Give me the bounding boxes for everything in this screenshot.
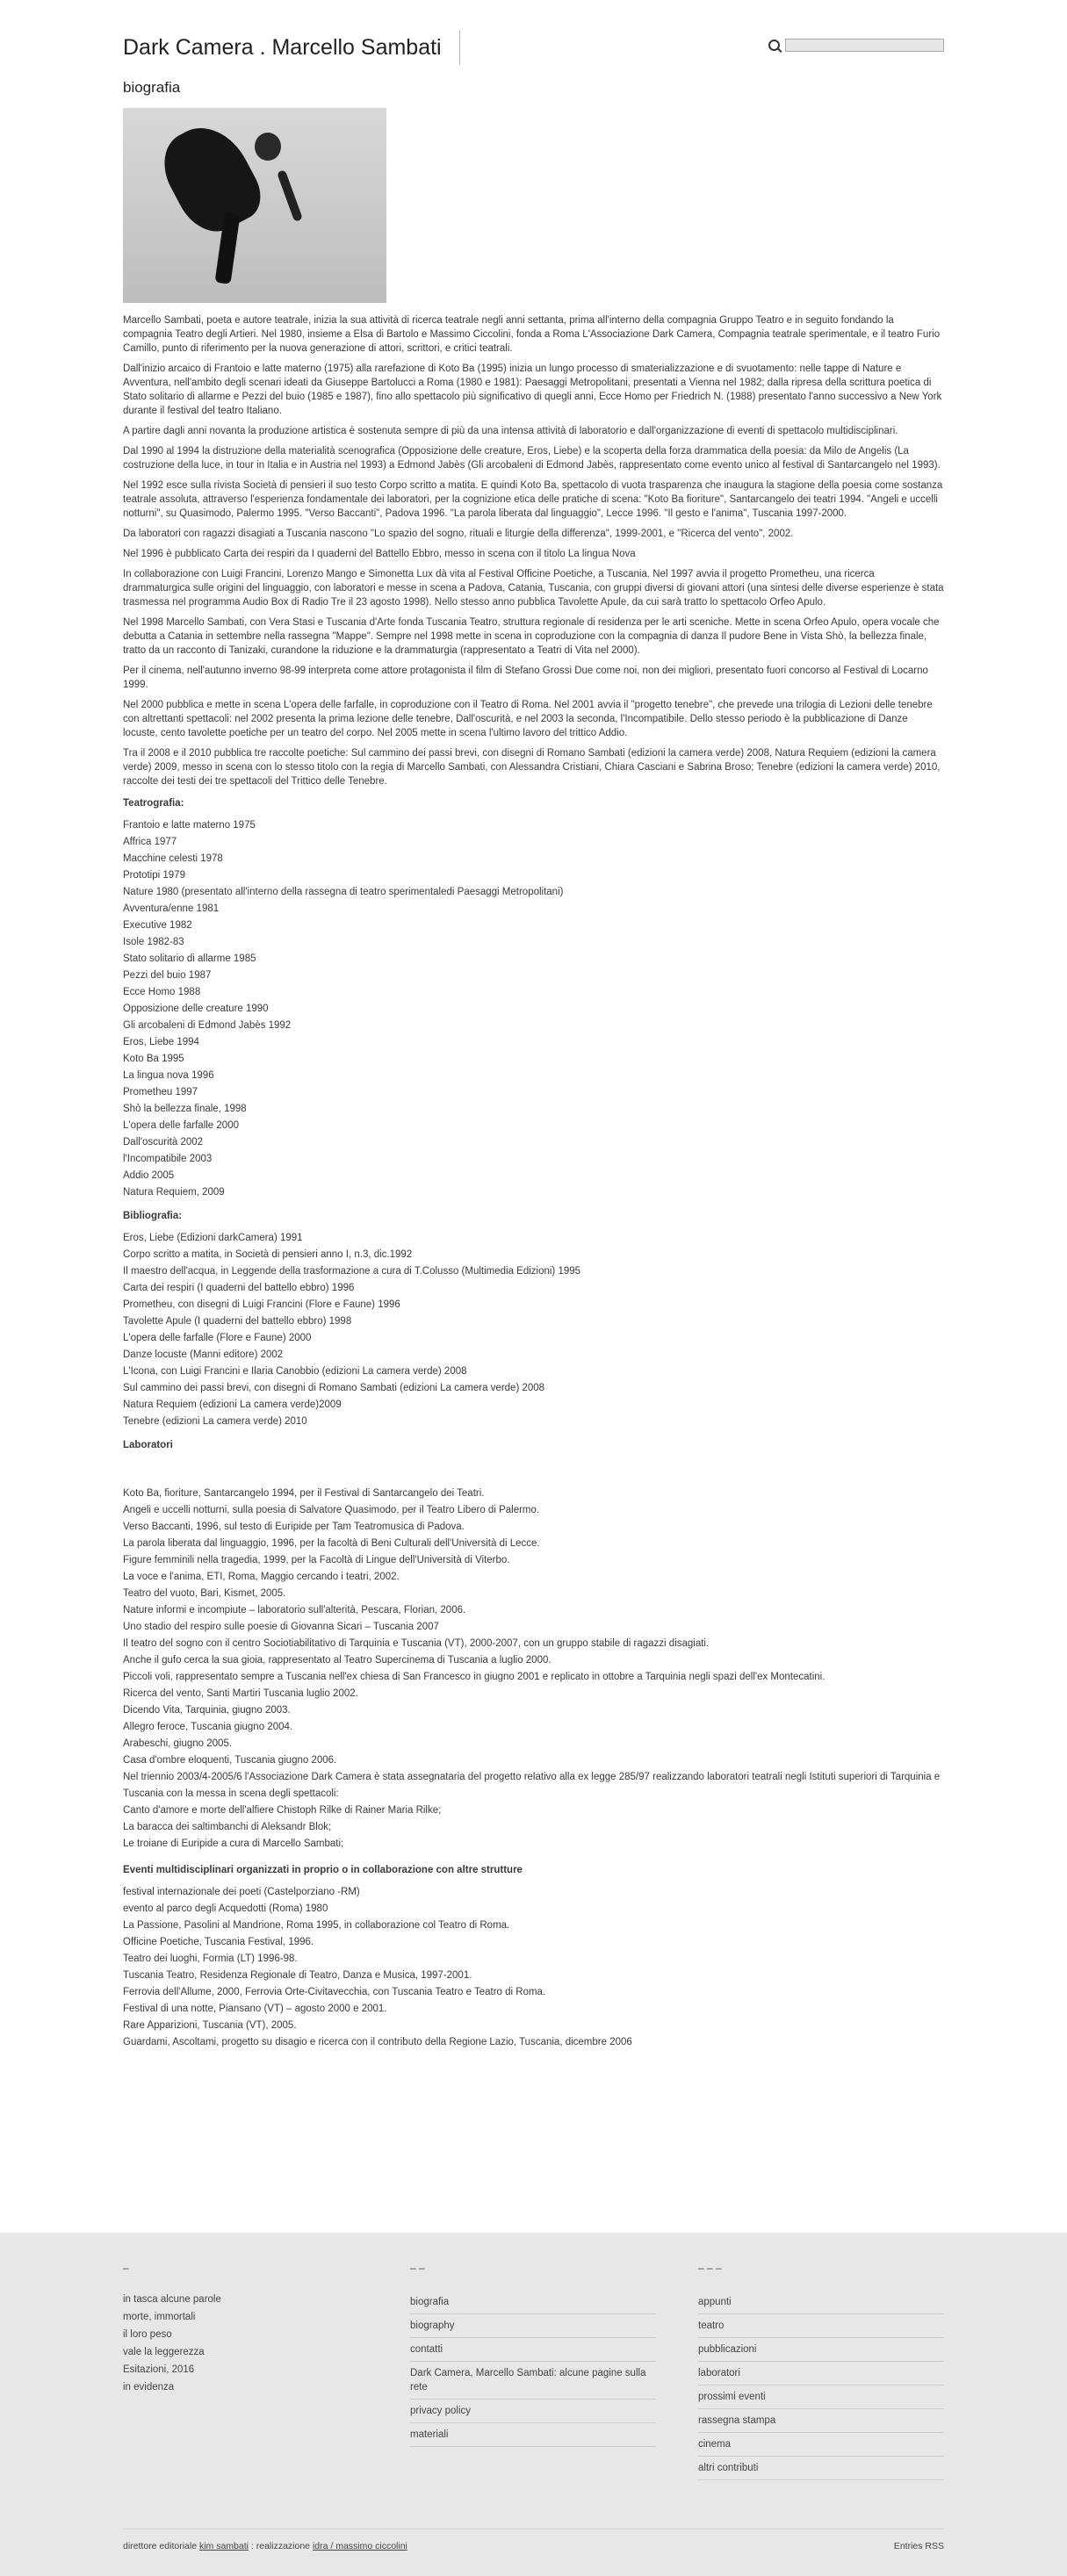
bio-paragraph: Dall'inizio arcaico di Frantoio e latte materno (1975) alla rarefazione di Koto Ba (1995) inizia un lungo processo di smaterializzazione e di svuotamento: nelle tappe di Nature e Avventura, nell'ambito degli scenari ideati da Giuseppe Bartolucci a Roma (1980 e 1981): Paesaggi Metropolitani, presentati a Vienna nel 1982; dalla ripresa della scrittura poetica di Stato solitario di allarme e Pezzi del buio (1985 e 1987), fino allo spettacolo più significativo di quegli anni, Ecce Homo per Friedrich N. (1988) presentato l'anno successivo a New York durante il festival del teatro Italiano. [123, 363, 942, 416]
footer-link[interactable]: il loro peso [123, 2329, 172, 2340]
teatrografia-item: Gli arcobaleni di Edmond Jabès 1992 [123, 1020, 292, 1031]
laboratori-item: Le troiane di Euripide a cura di Marcello Sambati; [123, 1838, 344, 1849]
footer-link[interactable]: appunti [698, 2291, 944, 2314]
bibliografia-item: Danze locuste (Manni editore) 2002 [123, 1349, 284, 1360]
evento-item: Officine Poetiche, Tuscania Festival, 1996. [123, 1937, 314, 1947]
laboratori-list [123, 1486, 944, 1853]
teatrografia-item: Isole 1982-83 [123, 937, 184, 947]
footer-link[interactable]: morte, immortali [123, 2312, 196, 2322]
teatrografia-item: Avventura/enne 1981 [123, 903, 220, 914]
laboratori-item: Canto d'amore e morte dell'alfiere Chistoph Rilke di Rainer Maria Rilke; [123, 1805, 442, 1816]
laboratori-item: Angeli e uccelli notturni, sulla poesia di Salvatore Quasimodo, per il Teatro Libero di Palermo. [123, 1505, 540, 1515]
footer-link[interactable]: altri contributi [698, 2457, 944, 2480]
footer-link[interactable]: teatro [698, 2314, 944, 2338]
bibliografia-item: Natura Requiem (edizioni La camera verde)2009 [123, 1400, 342, 1410]
bibliografia-item: Corpo scritto a matita, in Società di pensieri anno I, n.3, dic.1992 [123, 1249, 413, 1260]
footer-link[interactable]: vale la leggerezza [123, 2347, 205, 2357]
teatrografia-item: Executive 1982 [123, 920, 192, 931]
search-icon[interactable] [768, 40, 780, 51]
evento-item: Rare Apparizioni, Tuscania (VT), 2005. [123, 2020, 297, 2031]
footer-column-2 [410, 2261, 656, 2447]
footer-link[interactable]: Dark Camera, Marcello Sambati: alcune pagine sulla rete [410, 2362, 656, 2400]
bio-paragraph: Nel 1996 è pubblicato Carta dei respiri da I quaderni del Battello Ebbro, messo in scena con il titolo La lingua Nova [123, 549, 636, 559]
eventi-list [123, 1884, 944, 2051]
page-title: biografia [123, 79, 181, 96]
laboratori-item: Figure femminili nella tragedia, 1999, per la Facoltà di Lingue dell'Università di Viterbo. [123, 1555, 510, 1565]
laboratori-item: La baracca dei saltimbanchi di Aleksandr Blok; [123, 1822, 332, 1832]
footer-column-1 [123, 2261, 369, 2396]
search-box [768, 39, 944, 52]
laboratori-item: Koto Ba, fioriture, Santarcangelo 1994, per il Festival di Santarcangelo dei Teatri. [123, 1488, 485, 1499]
teatrografia-item: Stato solitario di allarme 1985 [123, 953, 256, 964]
laboratori-item: Ricerca del vento, Santi Martiri Tuscania luglio 2002. [123, 1688, 358, 1699]
search-input[interactable] [785, 39, 944, 52]
footer-column-heading: – [123, 2262, 129, 2274]
footer-link[interactable]: cinema [698, 2433, 944, 2457]
footer-column-heading: – – – [698, 2262, 722, 2274]
footer-link[interactable]: contatti [410, 2338, 656, 2362]
laboratori-item: La voce e l'anima, ETI, Roma, Maggio cercando i teatri, 2002. [123, 1572, 400, 1582]
teatrografia-item: Frantoio e latte materno 1975 [123, 820, 256, 831]
laboratori-item: Nel triennio 2003/4-2005/6 l'Associazione Dark Camera è stata assegnataria del progetto relativo alla ex legge 285/97 realizzando laboratori teatrali negli Istituti superiori di Tarquinia e Tuscania con la messa in scena degli spettacoli: [123, 1772, 941, 1799]
bibliografia-item: Prometheu, con disegni di Luigi Francini (Flore e Faune) 1996 [123, 1299, 400, 1310]
laboratori-item: Casa d'ombre eloquenti, Tuscania giugno 2006. [123, 1755, 337, 1766]
evento-item: evento al parco degli Acquedotti (Roma) 1980 [123, 1903, 328, 1914]
bibliografia-item: Sul cammino dei passi brevi, con disegni di Romano Sambati (edizioni La camera verde) 2008 [123, 1383, 545, 1393]
teatrografia-heading: Teatrografia: [123, 798, 184, 809]
biography-text [123, 313, 944, 788]
evento-item: Teatro dei luoghi, Formia (LT) 1996-98. [123, 1954, 298, 1964]
footer-link[interactable]: rassegna stampa [698, 2409, 944, 2433]
evento-item: Festival di una notte, Piansano (VT) – agosto 2000 e 2001. [123, 2004, 387, 2014]
bibliografia-item: Tenebre (edizioni La camera verde) 2010 [123, 1416, 307, 1427]
laboratori-item: Dicendo Vita, Tarquinia, giugno 2003. [123, 1705, 291, 1716]
teatrografia-item: Dall'oscurità 2002 [123, 1137, 204, 1148]
teatrografia-item: Nature 1980 (presentato all'interno della rassegna di teatro sperimentaledi Paesaggi Metropolitani) [123, 887, 564, 897]
laboratori-item: Nature informi e incompiute – laboratorio sull'alterità, Pescara, Florian, 2006. [123, 1605, 466, 1615]
bio-paragraph: Per il cinema, nell'autunno inverno 98-99 interpreta come attore protagonista il film di Stefano Grossi Due come noi, non dei migliori, presentato fuori concorso al Festival di Locarno 1999. [123, 666, 928, 690]
site-title[interactable]: Dark Camera . Marcello Sambati [123, 30, 460, 65]
laboratori-item: Piccoli voli, rappresentato sempre a Tuscania nell'ex chiesa di San Francesco in giugno 2001 e replicato in ottobre a Tarquinia negli spazi dell'ex Montecatini. [123, 1672, 825, 1682]
teatrografia-item: Ecce Homo 1988 [123, 987, 201, 997]
laboratori-item: Anche il gufo cerca la sua gioia, rappresentato al Teatro Supercinema di Tuscania a luglio 2000. [123, 1655, 552, 1666]
bio-paragraph: Nel 1992 esce sulla rivista Società di pensieri il suo testo Corpo scritto a matita. E quindi Koto Ba, spettacolo di vuota trasparenza che inaugura la stagione della poesia come sostanza teatrale assoluta, attraverso l'esperienza fondamentale dei laboratori, per la cognizione etica delle pratiche di scena: "Koto Ba fioriture", Santarcangelo dei teatri 1994. "Angeli e uccelli notturni", su Quasimodo, Palermo 1995. "Verso Baccanti", Padova 1996. "La parola liberata dal linguaggio", Lecce 1996. "Il gesto e l'anima", Tuscania 1997-2000. [123, 480, 943, 519]
bibliografia-item: L'Icona, con Luigi Francini e Ilaria Canobbio (edizioni La camera verde) 2008 [123, 1366, 467, 1377]
laboratori-item: Il teatro del sogno con il centro Sociotiabilitativo di Tarquinia e Tuscania (VT), 2000-2007, con un gruppo stabile di ragazzi disagiati. [123, 1638, 710, 1649]
teatrografia-item: Eros, Liebe 1994 [123, 1037, 199, 1047]
bio-paragraph: A partire dagli anni novanta la produzione artistica è sostenuta sempre di più da una intensa attività di laboratorio e dall'organizzazione di eventi di spettacolo multidisciplinari. [123, 426, 898, 436]
footer-link[interactable]: in evidenza [123, 2382, 175, 2393]
eventi-heading: Eventi multidisciplinari organizzati in proprio o in collaborazione con altre strutture [123, 1865, 523, 1875]
teatrografia-item: Macchine celesti 1978 [123, 853, 223, 864]
footer-link[interactable]: prossimi eventi [698, 2385, 944, 2409]
bio-paragraph: Da laboratori con ragazzi disagiati a Tuscania nascono "Lo spazio del sogno, rituali e liturgie della differenza", 1999-2001, e "Ricerca del vento", 2002. [123, 529, 794, 539]
evento-item: Tuscania Teatro, Residenza Regionale di Teatro, Danza e Musica, 1997-2001. [123, 1970, 472, 1981]
laboratori-item: Uno stadio del respiro sulle poesie di Giovanna Sicari – Tuscania 2007 [123, 1622, 439, 1632]
teatrografia-item: Affrica 1977 [123, 837, 177, 847]
page-content [123, 313, 944, 2051]
teatrografia-item: Addio 2005 [123, 1170, 175, 1181]
editor-link[interactable]: kim sambati [198, 2541, 249, 2551]
teatrografia-item: Opposizione delle creature 1990 [123, 1004, 269, 1014]
footer-link[interactable]: Esitazioni, 2016 [123, 2364, 195, 2375]
portrait-photo [123, 108, 386, 303]
laboratori-item: Verso Baccanti, 1996, sul testo di Euripide per Tam Teatromusica di Padova. [123, 1522, 465, 1532]
laboratori-item: La parola liberata dal linguaggio, 1996, per la facoltà di Beni Culturali dell'Università di Lecce. [123, 1538, 540, 1549]
bio-paragraph: Marcello Sambati, poeta e autore teatrale, inizia la sua attività di ricerca teatrale negli anni settanta, prima all'interno della compagnia Gruppo Teatro e in seguito fondando la compagnia Teatro degli Artieri. Nel 1980, insieme a Elsa di Bartolo e Massimo Ciccolini, fonda a Roma L'Associazione Dark Camera, Compagnia teatrale sperimentale, e il teatro Furio Camillo, punto di riferimento per la nuova generazione di attori, scrittori, e critici teatrali. [123, 315, 941, 354]
bibliografia-item: Il maestro dell'acqua, in Leggende della trasformazione a cura di T.Colusso (Multimedia Edizioni) 1995 [123, 1266, 581, 1277]
teatrografia-item: Prototipi 1979 [123, 870, 185, 881]
maker-link[interactable]: idra / massimo ciccolini [312, 2541, 407, 2551]
teatrografia-item: Natura Requiem, 2009 [123, 1187, 225, 1198]
footer-column-heading: – – [410, 2262, 425, 2274]
footer-link[interactable]: in tasca alcune parole [123, 2294, 221, 2305]
footer-link[interactable]: laboratori [698, 2362, 944, 2385]
footer-link[interactable]: materiali [410, 2423, 656, 2447]
rss-link[interactable]: Entries RSS [893, 2541, 944, 2551]
teatrografia-item: l'Incompatibile 2003 [123, 1154, 213, 1164]
evento-item: Ferrovia dell'Allume, 2000, Ferrovia Orte-Civitavecchia, con Tuscania Teatro e Teatro di Roma. [123, 1987, 546, 1997]
bio-paragraph: Tra il 2008 e il 2010 pubblica tre raccolte poetiche: Sul cammino dei passi brevi, con disegni di Romano Sambati (edizioni la camera verde) 2008, Natura Requiem (edizioni la camera verde) 2009, messo in scena con lo stesso titolo con la regia di Marcello Sambati, con Alessandra Cristiani, Chiara Casciani e Sabrina Broso; Tenebre (edizioni la camera verde) 2010, raccolte dei testi dei tre spettacoli del Trittico delle Tenebre. [123, 748, 941, 787]
teatrografia-item: L'opera delle farfalle 2000 [123, 1120, 239, 1131]
footer-link[interactable]: biografia [410, 2291, 656, 2314]
bio-paragraph: Nel 1998 Marcello Sambati, con Vera Stasi e Tuscania d'Arte fonda Tuscania Teatro, struttura regionale di residenza per le arti sceniche. Mette in scena Orfeo Apulo, opera vocale che debutta a Catania in settembre nella rassegna "Mappe". Sempre nel 1998 mette in scena in coproduzione con la compagnia di danza Il pudore Bene in Vista Shò, la bellezza finale, tratto da un racconto di Tanizaki, curandone la riduzione e la drammaturgia (rappresentato a Teatri di Vita nel 2000). [123, 617, 940, 656]
laboratori-item: Allegro feroce, Tuscania giugno 2004. [123, 1722, 293, 1732]
bibliografia-item: Tavolette Apule (I quaderni del battello ebbro) 1998 [123, 1316, 352, 1327]
bibliografia-item: Carta dei respiri (I quaderni del battello ebbro) 1996 [123, 1283, 355, 1293]
bio-paragraph: Nel 2000 pubblica e mette in scena L'opera delle farfalle, in coproduzione con il Teatro di Roma. Nel 2001 avvia il "progetto tenebre", che prevede una trilogia di Lezioni delle tenebre con altrettanti spettacoli: nel 2002 presenta la prima lezione delle tenebre, Dall'oscurità, e nel 2003 la seconda, l'Incompatibile. Dello stesso periodo è la pubblicazione di Danze locuste, cento tavolette poetiche per un teatro del corpo. Nel 2005 mette in scena l'ultimo lavoro del trittico Addio. [123, 700, 933, 738]
footer-link[interactable]: privacy policy [410, 2400, 656, 2423]
bio-paragraph: In collaborazione con Luigi Francini, Lorenzo Mango e Simonetta Lux dà vita al Festival Officine Poetiche, a Tuscania. Nel 1997 avvia il progetto Prometheu, una ricerca drammaturgica sulle origini del linguaggio, con laboratori e messe in scena a Padova, Catania, Tuscania, con gruppi diversi di giovani attori (una sintesi delle diverse esperienze è stata trasmessa nel programma Audio Box di Radio Tre il 23 agosto 1998). Nello stesso anno pubblica Tavolette Apule, da cui sarà tratto lo spettacolo Orfeo Apulo. [123, 569, 944, 608]
bibliografia-heading: Bibliografia: [123, 1211, 183, 1221]
laboratori-heading: Laboratori [123, 1440, 173, 1450]
footer-credits: direttore editoriale kim sambati : realizzazione idra / massimo ciccolini Entries RSS [123, 2529, 944, 2551]
evento-item: Guardami, Ascoltami, progetto su disagio e ricerca con il contributo della Regione Lazio, Tuscania, dicembre 2006 [123, 2037, 632, 2047]
teatrografia-item: La lingua nova 1996 [123, 1070, 214, 1081]
evento-item: La Passione, Pasolini al Mandrione, Roma 1995, in collaborazione col Teatro di Roma. [123, 1920, 510, 1931]
teatrografia-item: Shò la bellezza finale, 1998 [123, 1104, 247, 1114]
footer-column-3 [698, 2261, 944, 2480]
teatrografia-item: Pezzi del buio 1987 [123, 970, 212, 981]
evento-item: festival internazionale dei poeti (Castelporziano -RM) [123, 1887, 360, 1897]
bibliografia-item: L'opera delle farfalle (Flore e Faune) 2000 [123, 1333, 312, 1343]
footer-link[interactable]: biography [410, 2314, 656, 2338]
bibliografia-item: Eros, Liebe (Edizioni darkCamera) 1991 [123, 1233, 303, 1243]
laboratori-item: Arabeschi, giugno 2005. [123, 1738, 233, 1749]
teatrografia-list [123, 817, 944, 1201]
footer-link[interactable]: pubblicazioni [698, 2338, 944, 2362]
laboratori-item: Teatro del vuoto, Bari, Kismet, 2005. [123, 1588, 286, 1599]
teatrografia-item: Koto Ba 1995 [123, 1054, 184, 1064]
teatrografia-item: Prometheu 1997 [123, 1087, 198, 1097]
bibliografia-list [123, 1230, 944, 1430]
bio-paragraph: Dal 1990 al 1994 la distruzione della materialità scenografica (Opposizione delle creature, Eros, Liebe) e la scoperta della forza drammatica della poesia: da Milo de Angelis (La costruzione della luce, in tour in Italia e in Austria nel 1993) a Edmond Jabès (Gli arcobaleni di Edmond Jabès, rappresentato come evento unico al festival di Santarcangelo nel 1993). [123, 446, 941, 471]
